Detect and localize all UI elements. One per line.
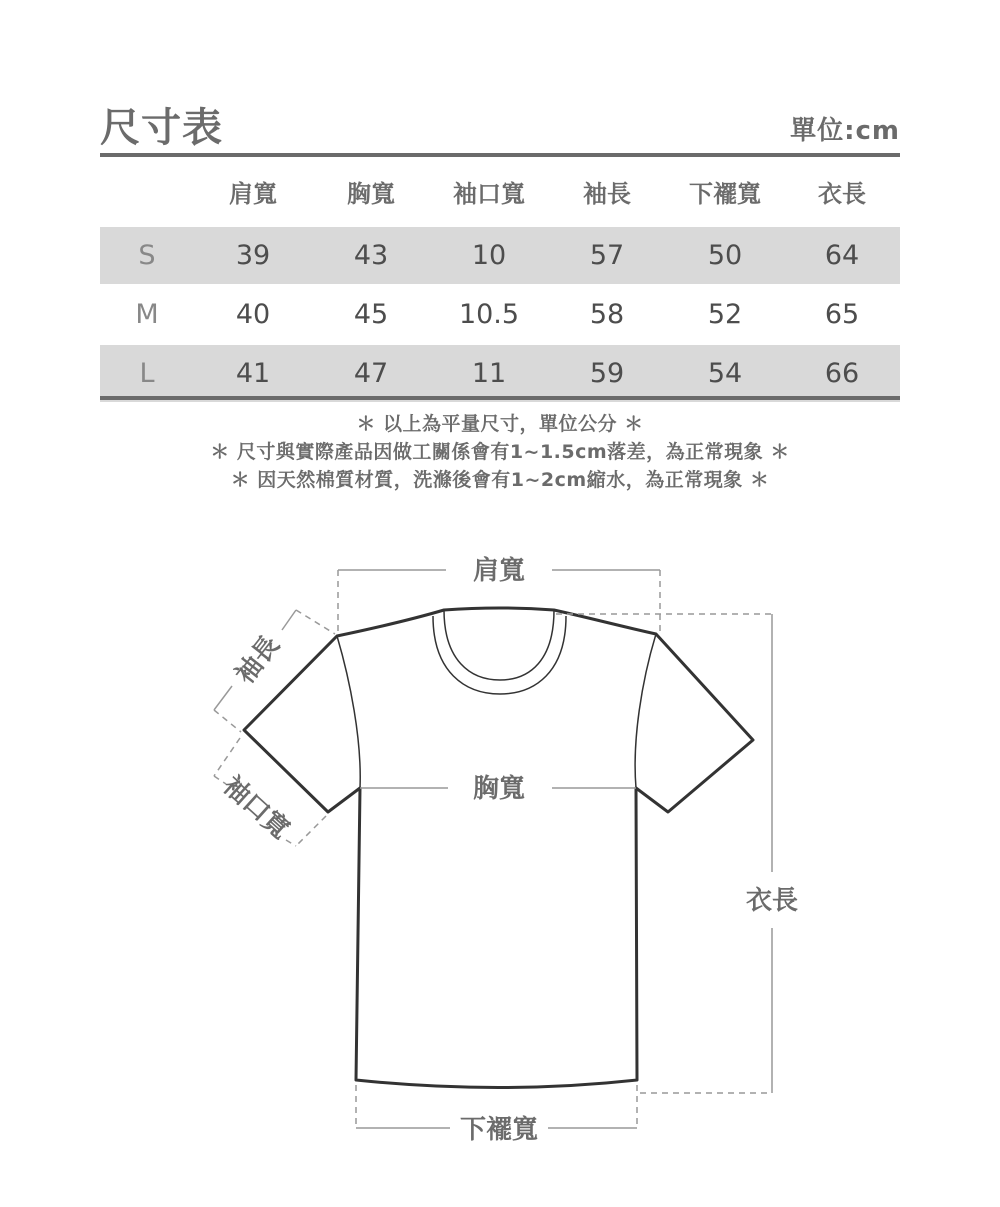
cuff-width-label: 袖口寬 bbox=[216, 770, 296, 846]
table-cell: 10.5 bbox=[430, 285, 548, 344]
tshirt-inner-lines bbox=[337, 610, 656, 788]
table-cell: 10 bbox=[430, 226, 548, 285]
table-cell: 50 bbox=[666, 226, 784, 285]
table-cell: 43 bbox=[312, 226, 430, 285]
table-cell: 58 bbox=[548, 285, 666, 344]
table-cell: 64 bbox=[784, 226, 900, 285]
note-line: ＊ 因天然棉質材質，洗滌後會有1~2cm縮水，為正常現象 ＊ bbox=[230, 469, 770, 491]
body-length-label: 衣長 bbox=[745, 886, 799, 916]
table-cell: 54 bbox=[666, 344, 784, 402]
note-line: ＊ 尺寸與實際產品因做工關係會有1~1.5cm落差，為正常現象 ＊ bbox=[210, 441, 790, 463]
table-cell: 45 bbox=[312, 285, 430, 344]
table-cell: 47 bbox=[312, 344, 430, 402]
table-cell: 65 bbox=[784, 285, 900, 344]
size-label: L bbox=[100, 344, 194, 402]
column-header-length: 衣長 bbox=[818, 179, 866, 208]
size-label: M bbox=[100, 285, 194, 344]
table-cell: 66 bbox=[784, 344, 900, 402]
table-cell: 52 bbox=[666, 285, 784, 344]
note-line: ＊ 以上為平量尺寸，單位公分 ＊ bbox=[356, 413, 644, 435]
size-label: S bbox=[100, 226, 194, 285]
sleeve-length-label: 袖長 bbox=[230, 630, 286, 690]
column-header-shoulder: 肩寬 bbox=[229, 179, 277, 208]
unit-label: 單位:cm bbox=[790, 116, 900, 146]
body-length-guide bbox=[556, 614, 772, 1093]
column-header-sleeve-length: 袖長 bbox=[583, 179, 631, 208]
column-header-hem: 下襬寬 bbox=[689, 179, 761, 208]
table-cell: 39 bbox=[194, 226, 312, 285]
table-cell: 59 bbox=[548, 344, 666, 402]
shoulder-width-label: 肩寬 bbox=[472, 556, 526, 586]
hem-width-label: 下襬寬 bbox=[459, 1115, 539, 1145]
column-header-cuff: 袖口寬 bbox=[453, 179, 525, 208]
table-cell: 40 bbox=[194, 285, 312, 344]
table-cell: 11 bbox=[430, 344, 548, 402]
table-cell: 41 bbox=[194, 344, 312, 402]
table-cell: 57 bbox=[548, 226, 666, 285]
chest-width-label: 胸寬 bbox=[472, 774, 526, 804]
column-header-chest: 胸寬 bbox=[347, 179, 395, 208]
page-title: 尺寸表 bbox=[100, 105, 223, 151]
